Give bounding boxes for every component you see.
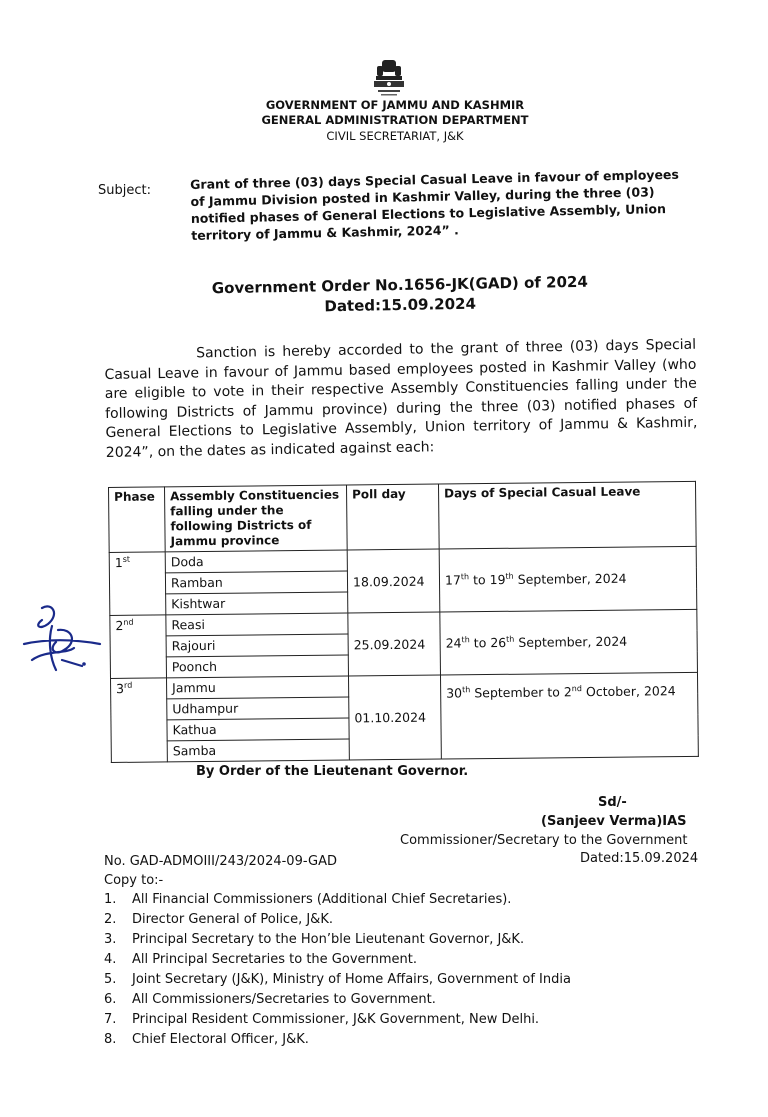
handwritten-signature-icon [12,600,107,680]
copy-to-label: Copy to:- [104,873,164,888]
order-number: Government Order No.1656-JK(GAD) of 2024 [211,272,588,298]
district-cell: Kishtwar [166,592,348,615]
list-item: 8. Chief Electoral Officer, J&K. [104,1032,309,1047]
subject-text: Grant of three (03) days Special Casual Leave in favour of employees of Jammu Division posted in Kashmir Valley, during the three (03) notified phases of General Elections to Legislative Assembly, Union territory of Jammu & Kashmir, 2024” . [190,166,680,243]
list-item: 2. Director General of Police, J&K. [104,912,333,927]
sd-mark: Sd/- [598,795,627,810]
order-date: Dated:15.09.2024 [324,294,477,316]
leave-days-cell: 17th to 19th September, 2024 [439,546,697,612]
copy-to-list [104,890,571,1050]
poll-day-cell: 18.09.2024 [347,549,440,613]
district-cell: Doda [165,550,347,573]
header-phase: Phase [109,487,166,553]
signatory-designation: Commissioner/Secretary to the Government [400,833,688,848]
phase-cell: 1st [109,552,166,616]
header-districts: Assembly Constituencies falling under the following Districts of Jammu province [165,485,348,552]
district-cell: Kathua [167,718,349,741]
list-item: 1. All Financial Commissioners (Additional Chief Secretaries). [104,892,512,907]
subject-label: Subject: [98,183,151,198]
district-cell: Reasi [166,613,348,636]
list-item: 7. Principal Resident Commissioner, J&K Government, New Delhi. [104,1012,540,1027]
list-item: 4. All Principal Secretaries to the Government. [104,952,418,967]
leave-schedule-table [108,481,699,763]
phase-cell: 3rd [111,678,168,763]
table-header-row [109,481,697,552]
district-cell: Udhampur [167,697,349,720]
reference-number: No. GAD-ADMOIII/243/2024-09-GAD [104,854,337,869]
signatory-name: (Sanjeev Verma)IAS [541,814,687,829]
order-heading [200,272,601,319]
district-cell: Rajouri [166,634,348,657]
national-emblem-icon [368,56,410,102]
leave-days-cell: 24th to 26th September, 2024 [440,609,698,675]
list-item: 5. Joint Secretary (J&K), Ministry of Home Affairs, Government of India [104,972,571,987]
list-item: 3. Principal Secretary to the Hon’ble Lieutenant Governor, J&K. [104,932,525,947]
government-name: GOVERNMENT OF JAMMU AND KASHMIR [265,98,525,112]
list-item: 6. All Commissioners/Secretaries to Government. [104,992,436,1007]
sanction-text: Sanction is hereby accorded to the grant of three (03) days Special Casual Leave in favour of Jammu based employees posted in Kashmir Valley (who are eligible to vote in their respective Assembly Constituencies falling under the following Districts of Jammu province) during the three (03) notified phases of General Elections to Legislative Assembly, Union territory of Jammu & Kashmir, 2024”, on the dates as indicated against each: [104,336,698,461]
by-order-line: By Order of the Lieutenant Governor. [196,764,469,779]
district-cell: Poonch [166,655,348,678]
department-name: GENERAL ADMINISTRATION DEPARTMENT [261,113,529,127]
district-cell: Jammu [167,676,349,699]
secretariat-name: CIVIL SECRETARIAT, J&K [326,129,464,143]
header-leave-days: Days of Special Casual Leave [438,481,696,549]
district-cell: Samba [167,739,349,762]
phase-cell: 2nd [110,615,167,679]
poll-day-cell: 25.09.2024 [348,612,441,676]
signatory-date: Dated:15.09.2024 [580,851,699,866]
poll-day-cell: 01.10.2024 [348,675,441,760]
district-cell: Ramban [165,571,347,594]
sanction-paragraph [104,336,698,463]
header-poll-day: Poll day [346,484,439,550]
leave-days-cell: 30th September to 2nd October, 2024 [440,672,698,759]
